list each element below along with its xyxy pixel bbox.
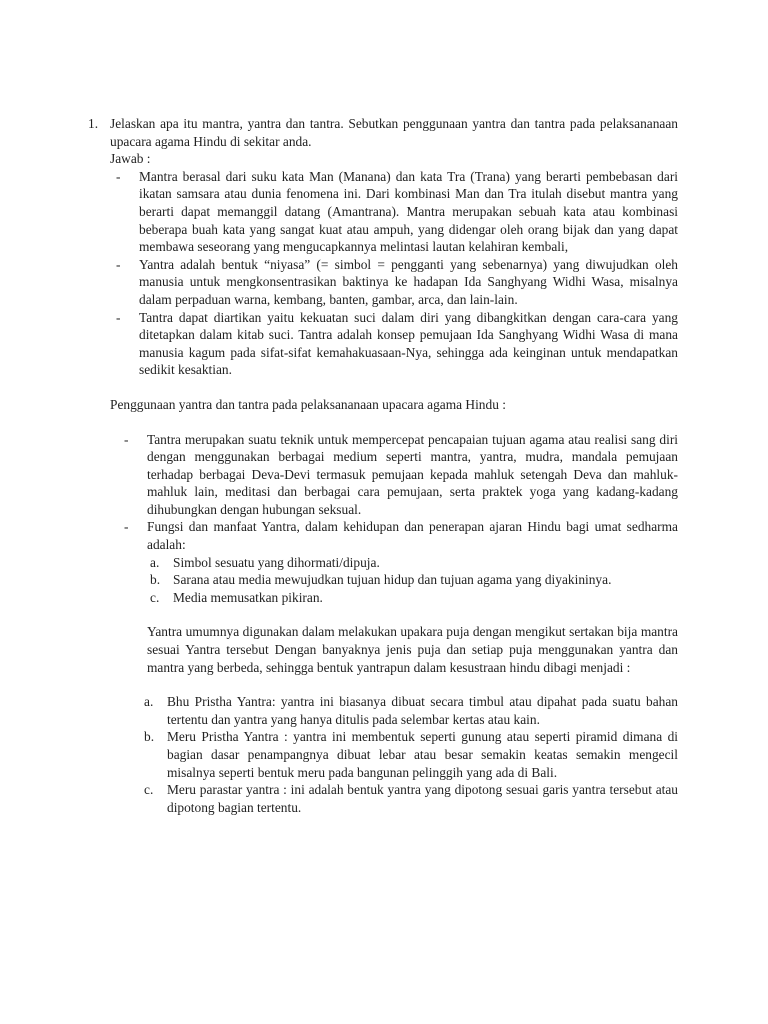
definition-mantra xyxy=(110,168,678,256)
usage-heading: Penggunaan yantra dan tantra pada pelaksananaan upacara agama Hindu : xyxy=(110,396,506,412)
dash-bullet: - xyxy=(116,168,121,184)
function-text: Media memusatkan pikiran. xyxy=(173,589,323,605)
definition-tantra xyxy=(110,309,678,379)
usage-list xyxy=(118,431,678,607)
function-item xyxy=(147,589,678,607)
yantra-type-item xyxy=(141,728,678,781)
list-marker: b. xyxy=(150,572,161,588)
dash-bullet: - xyxy=(116,256,121,272)
function-item xyxy=(147,571,678,589)
yantra-type-text: Meru parastar yantra : ini adalah bentuk yantra yang dipotong sesuai garis yantra tersebut atau dipotong bagian tertentu. xyxy=(167,782,678,815)
usage-text: Fungsi dan manfaat Yantra, dalam kehidupan dan penerapan ajaran Hindu bagi umat sedharma adalah: xyxy=(147,519,678,553)
definitions-list xyxy=(110,168,678,379)
answer-label: Jawab : xyxy=(110,151,151,167)
definition-yantra xyxy=(110,256,678,309)
functions-list xyxy=(147,554,678,607)
usage-text: Tantra merupakan suatu teknik untuk mempercepat pencapaian tujuan agama atau realisi sang diri dengan menggunakan berbagai medium seperti mantra, yantra, mudra, mandala pemujaan terhadap berbagai Deva-Devi termasuk pemujaan kepada mahluk setengah Deva dan mahluk- mahluk lain, meditasi dan berbagai cara pemujaan, serta praktek yoga yang kadang-kadang dihubungkan dengan hubungan seksual. xyxy=(147,431,678,517)
question-prompt: Jelaskan apa itu mantra, yantra dan tantra. Sebutkan penggunaan yantra dan tantra pada pelaksananaan upacara agama Hindu di sekitar anda. xyxy=(110,116,678,149)
dash-bullet: - xyxy=(124,431,129,447)
yantra-paragraph: Yantra umumnya digunakan dalam melakukan upakara puja dengan mengikut sertakan bija mantra sesuai Yantra tersebut Dengan banyaknya jenis puja dan setiap puja menggunakan yantra dan mantra yang berbeda, sehingga bentuk yantrapun dalam kesustraan hindu dibagi menjadi : xyxy=(147,624,678,675)
list-marker: b. xyxy=(144,729,155,745)
usage-item-yantra-function xyxy=(118,518,678,606)
function-text: Simbol sesuatu yang dihormati/dipuja. xyxy=(173,554,380,570)
definition-text: Mantra berasal dari suku kata Man (Manana) dan kata Tra (Trana) yang berarti pembebasan dari ikatan samsara atau dunia fenomena ini. Dari kombinasi Man dan Tra itulah disebut mantra yang berarti dapat memanggil datang (Amantrana). Mantra merupakan sebuah kata atau kombinasi beberapa buah kata yang sangat kuat atau ampuh, yang didengar oleh orang bijak dan yang dapat membawa seseorang yang mengucapkannya melintasi lautan kelahiran kembali, xyxy=(139,168,678,255)
question-number: 1. xyxy=(88,116,99,131)
function-item xyxy=(147,554,678,572)
usage-item-tantra xyxy=(118,431,678,519)
yantra-types-list xyxy=(141,693,678,816)
yantra-type-text: Bhu Pristha Yantra: yantra ini biasanya dibuat secara timbul atau dipahat pada suatu bahan tertentu dan yantra yang hanya ditulis pada selembar kertas atau kain. xyxy=(167,694,678,727)
definition-text: Tantra dapat diartikan yaitu kekuatan suci dalam diri yang dibangkitkan dengan cara-cara yang ditetapkan dalam kitab suci. Tantra adalah konsep pemujaan Ida Sanghyang Widhi Wasa di mana manusia kagum pada sifat-sifat kemahakuasaan-Nya, sehingga ada keinginan untuk mendapatkan sedikit kesaktian. xyxy=(139,309,678,378)
definition-text: Yantra adalah bentuk “niyasa” (= simbol = pengganti yang sebenarnya) yang diwujudkan oleh manusia untuk mengkonsentrasikan baktinya ke hadapan Ida Sanghyang Widhi Wasa, misalnya dalam perpaduan warna, kembang, banten, gambar, arca, dan lain-lain. xyxy=(139,256,678,307)
function-text: Sarana atau media mewujudkan tujuan hidup dan tujuan agama yang diyakininya. xyxy=(173,572,612,588)
list-marker: c. xyxy=(150,589,160,605)
yantra-type-item xyxy=(141,781,678,816)
yantra-type-item xyxy=(141,693,678,728)
dash-bullet: - xyxy=(116,309,121,325)
question-body xyxy=(110,115,678,816)
list-marker: a. xyxy=(150,554,160,570)
list-marker: c. xyxy=(144,782,154,798)
yantra-type-text: Meru Pristha Yantra : yantra ini membentuk seperti gunung atau seperti piramid dimana di bagian dasar penampangnya dibuat lebar atau besar semakin keatas semakin mengecil misalnya seperti bentuk meru pada bangunan pelinggih yang ada di Bali. xyxy=(167,729,678,780)
question-1 xyxy=(88,115,678,816)
list-marker: a. xyxy=(144,694,154,710)
dash-bullet: - xyxy=(124,519,129,535)
